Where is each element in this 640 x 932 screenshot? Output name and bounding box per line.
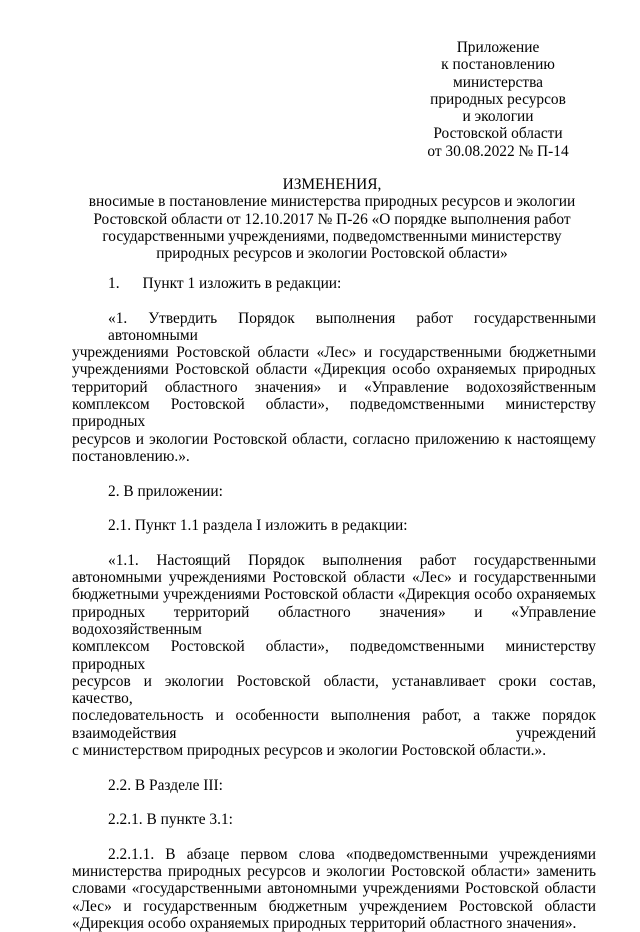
quote-2-line: взаимодействия учреждений	[72, 724, 596, 742]
item-2-2-1-1-line: 2.2.1.1. В абзаце первом слова «подведомственными учреждениями	[108, 845, 596, 863]
document-title-block	[70, 176, 594, 262]
quote-1-line: территорий областного значения» и «Управление водохозяйственным	[72, 378, 596, 396]
item-2-2-1-1-line: словами «государственными автономными учреждениями Ростовской области	[72, 880, 596, 898]
item-2-2-1-1	[72, 846, 596, 932]
document-subtitle-line: Ростовской области от 12.10.2017 № П-26 «О порядке выполнения работ	[93, 210, 571, 228]
quote-item-2-1	[72, 552, 596, 760]
appendix-header	[380, 39, 616, 160]
quote-2-line: ресурсов и экологии Ростовской области, устанавливает сроки состав, качество,	[72, 672, 596, 708]
header-line: Ростовской области	[433, 125, 563, 143]
item-2-2-1: 2.2.1. В пункте 3.1:	[108, 811, 233, 829]
document-title: ИЗМЕНЕНИЯ,	[282, 176, 382, 193]
item-2-2: 2.2. В Разделе III:	[108, 776, 223, 794]
header-line: Приложение	[456, 39, 540, 56]
header-line: природных ресурсов	[430, 90, 566, 108]
quote-1-line: учреждениями Ростовской области «Дирекция особо охраняемых природных	[72, 361, 596, 379]
item-1-number: 1.	[108, 275, 120, 292]
quote-item-1	[72, 310, 596, 466]
quote-2-line: с министерством природных ресурсов и экологии Ростовской области.».	[72, 742, 547, 760]
quote-1-line: учреждениями Ростовской области «Лес» и государственными бюджетными	[72, 344, 596, 362]
item-1	[108, 275, 596, 292]
quote-2-line: бюджетными учреждениями Ростовской области «Дирекция особо охраняемых	[72, 586, 596, 604]
item-2-2-1-1-line: «Дирекция особо охраняемых природных территорий областного значения».	[72, 914, 577, 932]
quote-1-line: ресурсов и экологии Ростовской области, согласно приложению к настоящему	[72, 430, 596, 448]
item-2-1: 2.1. Пункт 1.1 раздела I изложить в редакции:	[108, 517, 408, 535]
quote-2-line: автономными учреждениями Ростовской области «Лес» и государственными	[72, 569, 596, 587]
item-2: 2. В приложении:	[108, 482, 223, 500]
header-line: министерства	[453, 73, 543, 91]
quote-1-line: «1. Утвердить Порядок выполнения работ государственными автономными	[108, 309, 596, 344]
document-subtitle-line: вносимые в постановление министерства природных ресурсов и экологии	[88, 193, 576, 211]
header-line: от 30.08.2022 № П-14	[427, 142, 569, 160]
item-1-text: Пункт 1 изложить в редакции:	[142, 275, 342, 292]
item-2-2-1-1-line: министерства природных ресурсов и экологии Ростовской области» заменить	[72, 863, 596, 881]
header-line: к постановлению	[441, 56, 555, 74]
quote-2-line: природных территорий областного значения» и «Управление водохозяйственным	[72, 603, 596, 638]
header-line: и экологии	[462, 108, 534, 126]
quote-2-line: последовательность и особенности выполнения работ, а также порядок	[72, 707, 596, 725]
item-2-2-1-1-line: «Лес» и государственным бюджетным учреждением Ростовской области	[72, 897, 596, 915]
quote-1-line: комплексом Ростовской области», подведомственными министерству природных	[72, 396, 596, 431]
quote-2-line: «1.1. Настоящий Порядок выполнения работ государственными	[108, 551, 596, 569]
document-subtitle-line: государственными учреждениями, подведомственными министерству	[102, 227, 562, 245]
quote-1-line: постановлению.».	[72, 447, 190, 465]
document-subtitle-line: природных ресурсов и экологии Ростовской области»	[156, 245, 508, 263]
document-body	[72, 275, 596, 932]
quote-2-line: комплексом Ростовской области», подведомственными министерству природных	[72, 638, 596, 673]
